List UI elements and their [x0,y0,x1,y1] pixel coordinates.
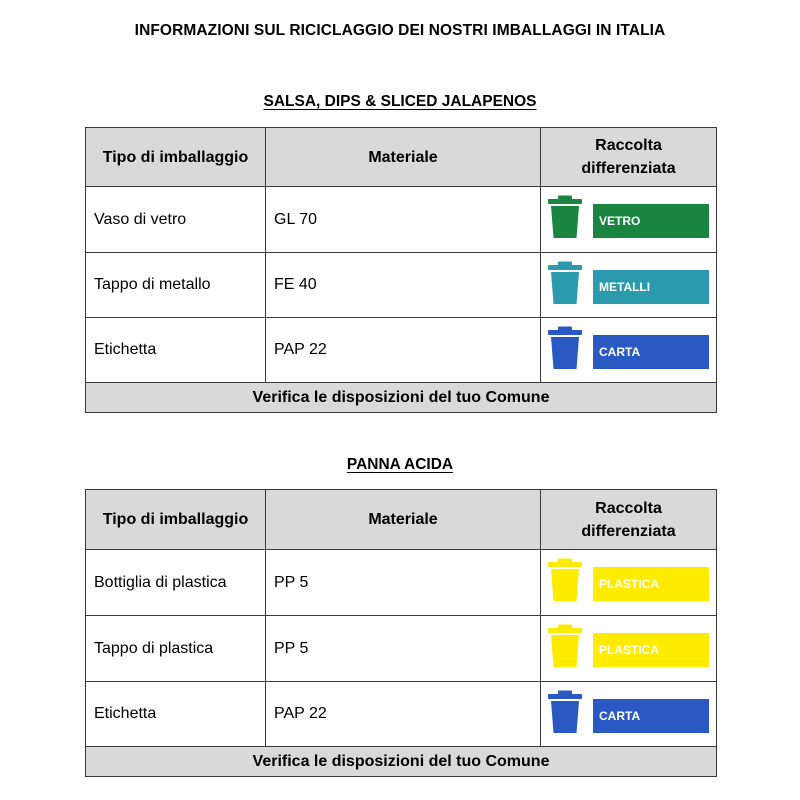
trash-bin-icon [547,624,583,668]
header-type: Tipo di imballaggio [86,128,266,187]
trash-bin-icon [547,326,583,370]
trash-bin-icon [547,558,583,602]
page-title: INFORMAZIONI SUL RICICLAGGIO DEI NOSTRI IMBALLAGGI IN ITALIA [134,22,666,39]
material-code: PP 5 [266,550,541,616]
bin-label: PLASTICA [593,633,709,667]
collection-cell [541,616,717,682]
trash-bin-icon [547,690,583,734]
table-header-row [86,128,717,187]
header-material: Materiale [266,128,541,187]
header-collection: Raccolta differenziata [541,128,717,187]
section-title-panna: PANNA ACIDA [346,456,454,473]
table-row [86,550,717,616]
header-material: Materiale [266,490,541,550]
material-code: PP 5 [266,616,541,682]
bin-label: PLASTICA [593,567,709,601]
table-row [86,616,717,682]
packaging-type: Etichetta [86,682,266,747]
recycling-table-panna [85,489,717,777]
packaging-type: Bottiglia di plastica [86,550,266,616]
footer-note: Verifica le disposizioni del tuo Comune [86,747,717,777]
bin-label: CARTA [593,699,709,733]
section-title-salsa: SALSA, DIPS & SLICED JALAPENOS [263,93,537,110]
collection-cell [541,682,717,747]
table-row [86,682,717,747]
recycling-table-salsa [85,127,717,413]
table-footer-row [86,383,717,413]
table-row [86,318,717,383]
header-type: Tipo di imballaggio [86,490,266,550]
bin-label: CARTA [593,335,709,369]
collection-cell [541,550,717,616]
footer-note: Verifica le disposizioni del tuo Comune [86,383,717,413]
table-row [86,253,717,318]
packaging-type: Tappo di plastica [86,616,266,682]
trash-bin-icon [547,195,583,239]
bin-label: VETRO [593,204,709,238]
collection-cell [541,318,717,383]
packaging-type: Tappo di metallo [86,253,266,318]
material-code: PAP 22 [266,318,541,383]
material-code: GL 70 [266,187,541,253]
header-collection: Raccolta differenziata [541,490,717,550]
material-code: PAP 22 [266,682,541,747]
packaging-type: Etichetta [86,318,266,383]
table-header-row [86,490,717,550]
material-code: FE 40 [266,253,541,318]
packaging-type: Vaso di vetro [86,187,266,253]
table-row [86,187,717,253]
collection-cell [541,187,717,253]
table-footer-row [86,747,717,777]
collection-cell [541,253,717,318]
trash-bin-icon [547,261,583,305]
bin-label: METALLI [593,270,709,304]
